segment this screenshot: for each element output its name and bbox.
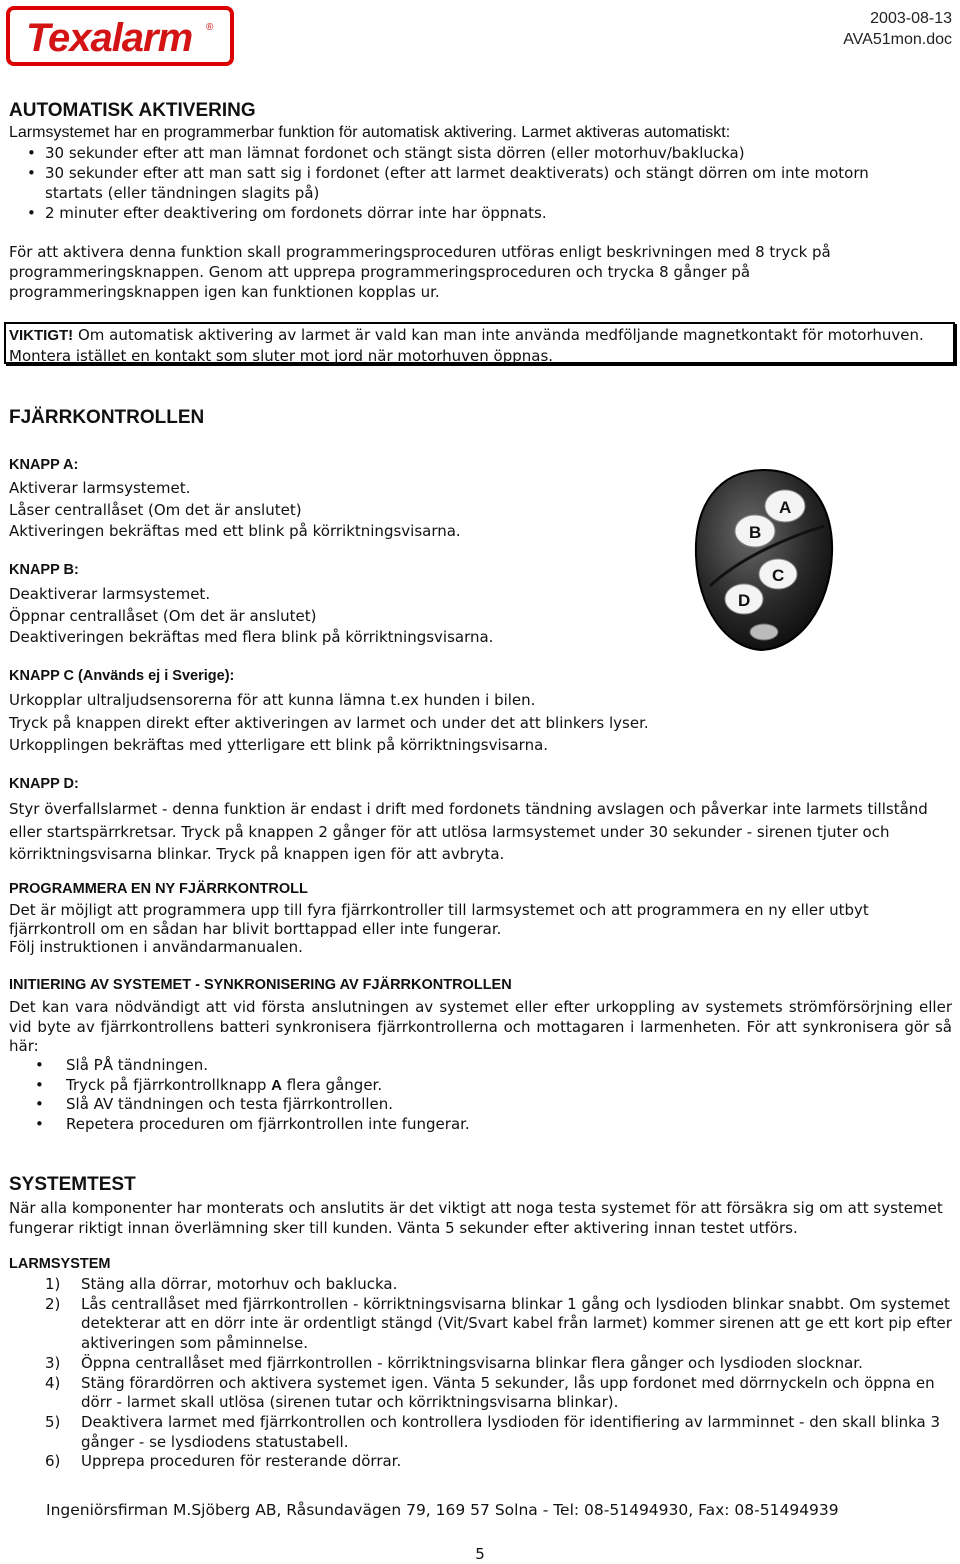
header-filename: AVA51mon.doc (843, 31, 952, 48)
prog-title: PROGRAMMERA EN NY FJÄRRKONTROLL (9, 881, 308, 897)
step-number: 2) (45, 1294, 61, 1313)
knapp-d-title: KNAPP D: (9, 776, 79, 792)
list-item (0, 1413, 955, 1452)
auto-bullets (9, 143, 954, 223)
init-title: INITIERING AV SYSTEMET - SYNKRONISERING AV FJÄRRKONTROLLEN (9, 977, 512, 993)
text-span: flera gånger. (282, 1075, 383, 1094)
list-item (0, 1275, 955, 1295)
step-text: Upprepa proceduren för resterande dörrar. (81, 1452, 402, 1471)
knapp-d-text: Styr överfallslarmet - denna funktion är endast i drift med fordonets tändning avslagen och påverkar inte larmets tillstånd eller startspärrkretsar. Tryck på knappen 2 gånger för att utlösa larmsystemet under 30 sekunder - sirenen tjuter och körriktningsvisarna blinkar. Tryck på knappen igen för att avbryta. (9, 800, 928, 863)
text-line: Det är möjligt att programmera upp till fyra fjärrkontroller till larmsystemet och att programmera en ny eller utbyt fjärrkontroll om en sådan har blivit borttappad eller inte fungerar. (9, 901, 869, 938)
warning-text (9, 325, 944, 366)
svg-text:D: D (738, 591, 751, 610)
step-number: 3) (45, 1353, 61, 1372)
step-text: Öppna centrallåset med fjärrkontrollen - körriktningsvisarna blinkar flera gånger och lysdioden slocknar. (81, 1353, 863, 1372)
prog-text (9, 901, 957, 957)
knapp-b-text (9, 584, 493, 649)
auto-intro: Larmsystemet har en programmerbar funktion för automatisk aktivering. Larmet aktiveras automatiskt: (9, 124, 731, 141)
text-line: Deaktiverar larmsystemet. (9, 585, 211, 603)
init-steps (9, 1056, 909, 1135)
button-b (735, 515, 775, 547)
svg-text:C: C (772, 566, 785, 585)
list-item (9, 1076, 909, 1096)
button-a (765, 490, 805, 522)
step-number: 5) (45, 1412, 61, 1431)
list-item: • Slå AV tändningen och testa fjärrkontrollen. (9, 1095, 909, 1115)
button-d (725, 584, 763, 614)
knapp-b-title: KNAPP B: (9, 562, 79, 578)
section-title-test: SYSTEMTEST (9, 1174, 136, 1195)
text-line: Deaktiveringen bekräftas med flera blink på körriktningsvisarna. (9, 628, 494, 646)
svg-text:®: ® (206, 22, 214, 33)
section-title-auto: AUTOMATISK AKTIVERING (9, 100, 256, 121)
svg-text:Texalarm: Texalarm (26, 16, 193, 60)
footer-company: Ingeniörsfirman M.Sjöberg AB, Råsundavägen 79, 169 57 Solna - Tel: 08-51494930, Fax: 08-51494939 (46, 1501, 839, 1519)
step-text: Deaktivera larmet med fjärrkontrollen och kontrollera lysdioden för identifiering av larmminnet - den skall blinka 3 gånger - se lysdiodens statustabell. (81, 1412, 941, 1451)
texalarm-logo (6, 6, 234, 66)
step-text: Lås centrallåset med fjärrkontrollen - körriktningsvisarna blinkar 1 gång och lysdioden blinkar snabbt. Om systemet detekterar att en dörr inte är ordentligt stängd (Vit/Svart kabel från larmet) kommer sirenen att ge ett kort pip efter aktiveringen som påminnelse. (81, 1294, 952, 1353)
section-title-remote: FJÄRRKONTROLLEN (9, 407, 205, 428)
text-line: Låser centrallåset (Om det är anslutet) (9, 500, 302, 519)
warning-label: VIKTIGT! (9, 327, 74, 344)
svg-text:A: A (779, 498, 792, 517)
knapp-c-text (9, 689, 649, 757)
step-number: 1) (45, 1275, 61, 1293)
step-text: Stäng alla dörrar, motorhuv och baklucka. (81, 1275, 398, 1293)
text-line: Aktiverar larmsystemet. (9, 479, 191, 497)
button-c (759, 559, 797, 589)
step-number: 4) (45, 1373, 61, 1392)
list-item: • 30 sekunder efter att man lämnat fordonet och stängt sista dörren (eller motorhuv/baklucka) (9, 143, 954, 163)
larmsystem-title: LARMSYSTEM (9, 1256, 111, 1272)
test-steps (0, 1275, 955, 1472)
list-item (0, 1452, 955, 1472)
text-line: Urkopplingen bekräftas med ytterligare ett blink på körriktningsvisarna. (9, 736, 549, 754)
knapp-a-title: KNAPP A: (9, 457, 79, 473)
init-text: Det kan vara nödvändigt att vid första anslutningen av systemet eller efter urkoppling av systemets strömförsörjning eller vid byte av fjärrkontrollens batteri synkronisera fjärrkontrollerna och mottagaren i larmenheten. För att synkronisera gör så här: (9, 998, 952, 1055)
text-line: Följ instruktionen i användarmanualen. (9, 938, 303, 956)
list-item (0, 1295, 955, 1354)
header-meta (843, 8, 952, 50)
svg-text:B: B (749, 523, 762, 542)
logo-graphic (10, 10, 230, 62)
step-text: Stäng förardörren och aktivera systemet igen. Vänta 5 sekunder, lås upp fordonet med dörrnyckeln och öppna en dörr - larmet skall utlösa (sirenen tutar och körriktningsvisarna blinkar). (81, 1373, 935, 1412)
list-item: • 2 minuter efter deaktivering om fordonets dörrar inte har öppnats. (9, 203, 954, 223)
remote-control-image (692, 466, 837, 654)
list-item: • Repetera proceduren om fjärrkontrollen inte fungerar. (9, 1115, 909, 1135)
text-line: Öppnar centrallåset (Om det är anslutet) (9, 606, 317, 625)
step-number: 6) (45, 1452, 61, 1471)
text-span: Tryck på fjärrkontrollknapp (66, 1075, 272, 1094)
text-line: Aktiveringen bekräftas med ett blink på körriktningsvisarna. (9, 522, 461, 540)
list-item: • Slå PÅ tändningen. (9, 1056, 909, 1076)
knapp-a-text (9, 478, 461, 543)
knapp-c-title: KNAPP C (Används ej i Sverige): (9, 668, 235, 684)
warning-body: Om automatisk aktivering av larmet är vald kan man inte använda medföljande magnetkontakt för motorhuven. Montera istället en kontakt som sluter mot jord när motorhuven öppnas. (9, 326, 924, 365)
page-number: 5 (475, 1545, 485, 1563)
auto-paragraph: För att aktivera denna funktion skall programmeringsproceduren utföras enligt beskrivningen med 8 tryck på programmeringsknappen. Genom att upprepa programmeringsproceduren och trycka 8 gånger på programmeringsknappen igen kan funktionen kopplas ur. (9, 243, 831, 301)
test-text: När alla komponenter har monterats och anslutits är det viktigt att noga testa systemet för att försäkra sig om att systemet fungerar riktigt innan överlämning sker till kunden. Vänta 5 sekunder efter aktivering innan testet utförs. (9, 1199, 943, 1237)
text-line: Urkopplar ultraljudsensorerna för att kunna lämna t.ex hunden i bilen. (9, 691, 536, 709)
text-bold: A (271, 1076, 283, 1094)
text-line: Tryck på knappen direkt efter aktiveringen av larmet och under det att blinkers lyser. (9, 713, 649, 732)
header-date: 2003-08-13 (870, 10, 952, 27)
list-item (0, 1374, 955, 1413)
list-item (0, 1354, 955, 1374)
list-item: • 30 sekunder efter att man satt sig i fordonet (efter att larmet deaktiverats) och stängt dörren om inte motorn startats (eller tändningen slagits på) (9, 163, 954, 203)
